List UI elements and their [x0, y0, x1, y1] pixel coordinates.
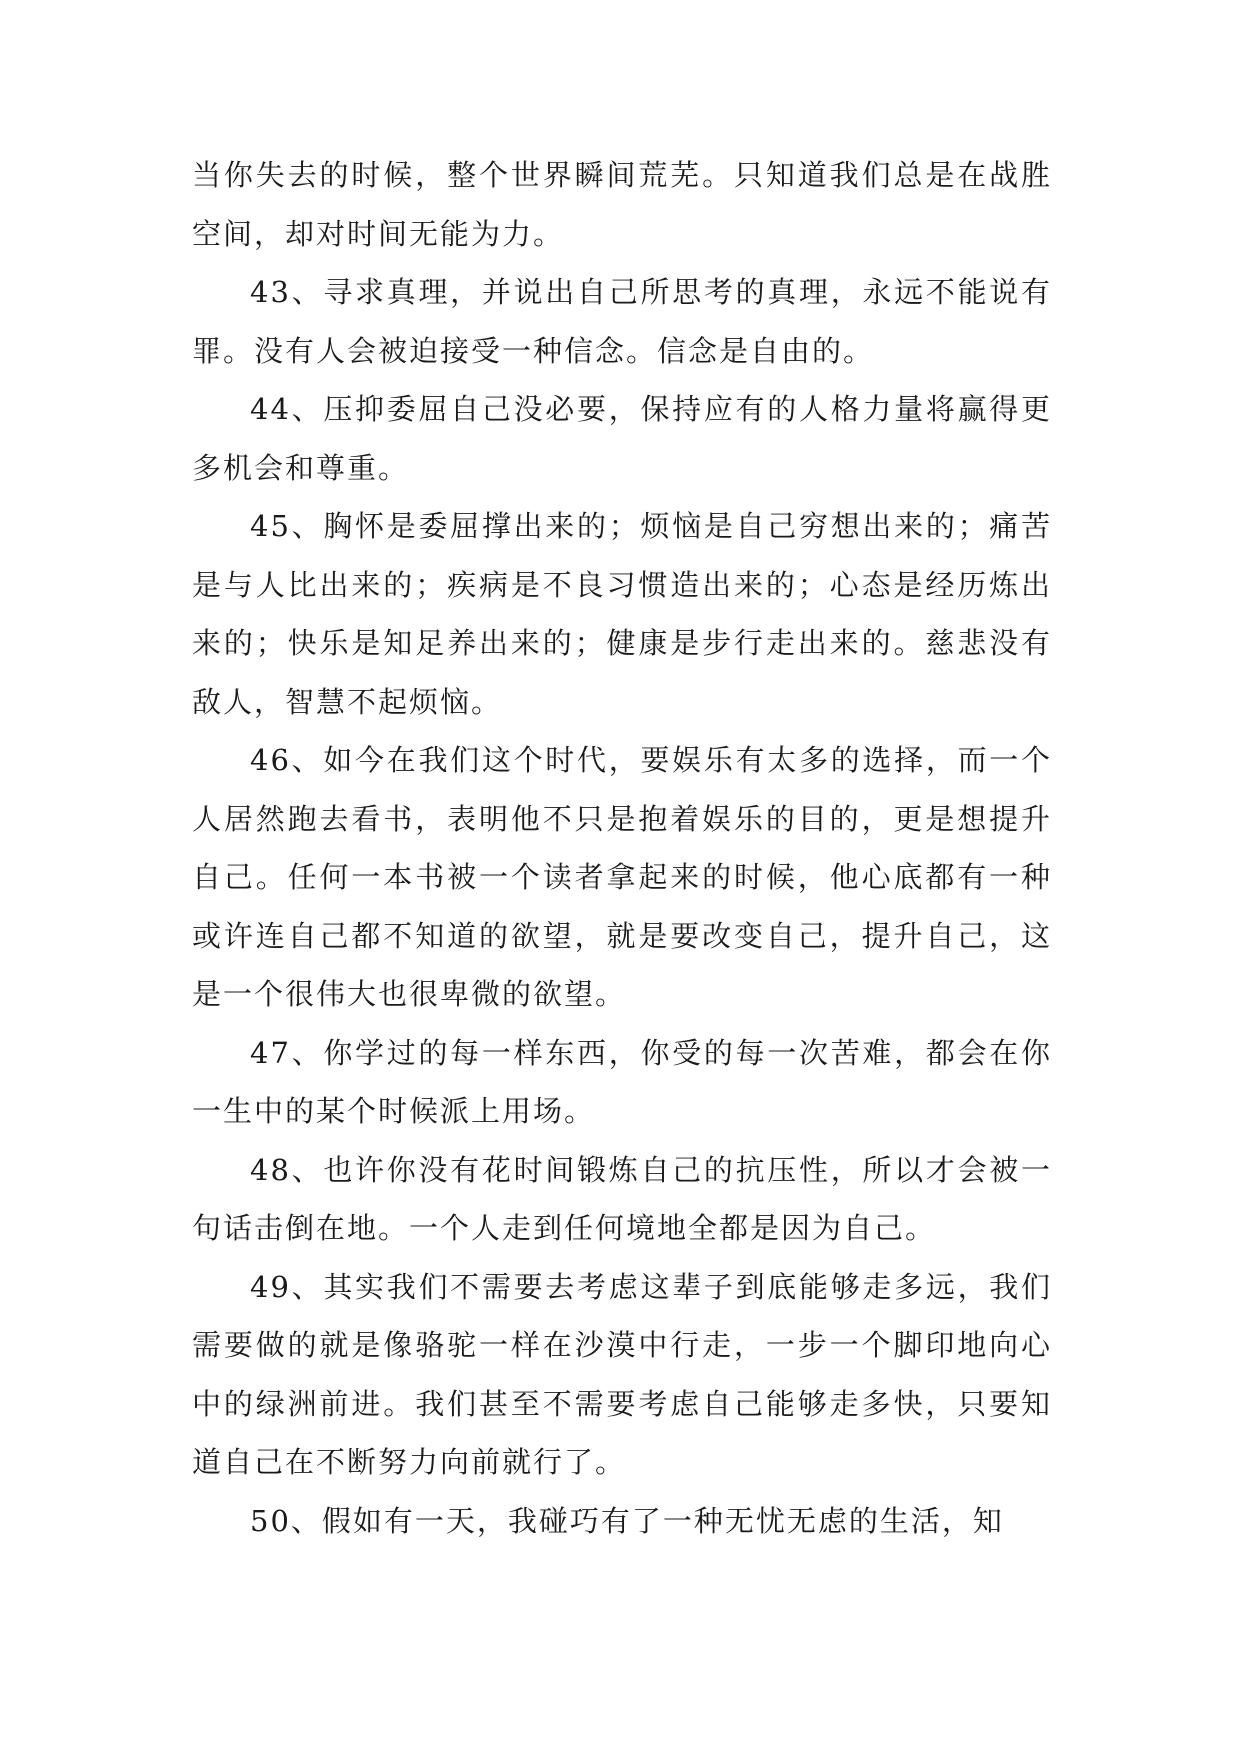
paragraph-44: 44、压抑委屈自己没必要，保持应有的人格力量将赢得更多机会和尊重。 [192, 392, 1052, 485]
paragraph-43: 43、寻求真理，并说出自己所思考的真理，永远不能说有罪。没有人会被迫接受一种信念。信念是自由的。 [192, 275, 1052, 368]
paragraph-46: 46、如今在我们这个时代，要娱乐有太多的选择，而一个人居然跑去看书，表明他不只是抱着娱乐的目的，更是想提升自己。任何一本书被一个读者拿起来的时候，他心底都有一种或许连自己都不知道的欲望，就是要改变自己，提升自己，这是一个很伟大也很卑微的欲望。 [192, 743, 1052, 1011]
paragraph-49: 49、其实我们不需要去考虑这辈子到底能够走多远，我们需要做的就是像骆驼一样在沙漠中行走，一步一个脚印地向心中的绿洲前进。我们甚至不需要考虑自己能够走多快，只要知道自己在不断努力向前就行了。 [192, 1269, 1052, 1479]
document-page [192, 146, 1052, 1550]
paragraph-47: 47、你学过的每一样东西，你受的每一次苦难，都会在你一生中的某个时候派上用场。 [192, 1035, 1052, 1128]
paragraph-50: 50、假如有一天，我碰巧有了一种无忧无虑的生活，知 [250, 1503, 1004, 1538]
paragraph-48: 48、也许你没有花时间锻炼自己的抗压性，所以才会被一句话击倒在地。一个人走到任何境地全都是因为自己。 [192, 1152, 1052, 1245]
paragraph-45: 45、胸怀是委屈撑出来的；烦恼是自己穷想出来的；痛苦是与人比出来的；疾病是不良习惯造出来的；心态是经历炼出来的；快乐是知足养出来的；健康是步行走出来的。慈悲没有敌人，智慧不起烦恼。 [192, 509, 1052, 719]
paragraph-continuation: 当你失去的时候，整个世界瞬间荒芜。只知道我们总是在战胜空间，却对时间无能为力。 [192, 158, 1052, 251]
